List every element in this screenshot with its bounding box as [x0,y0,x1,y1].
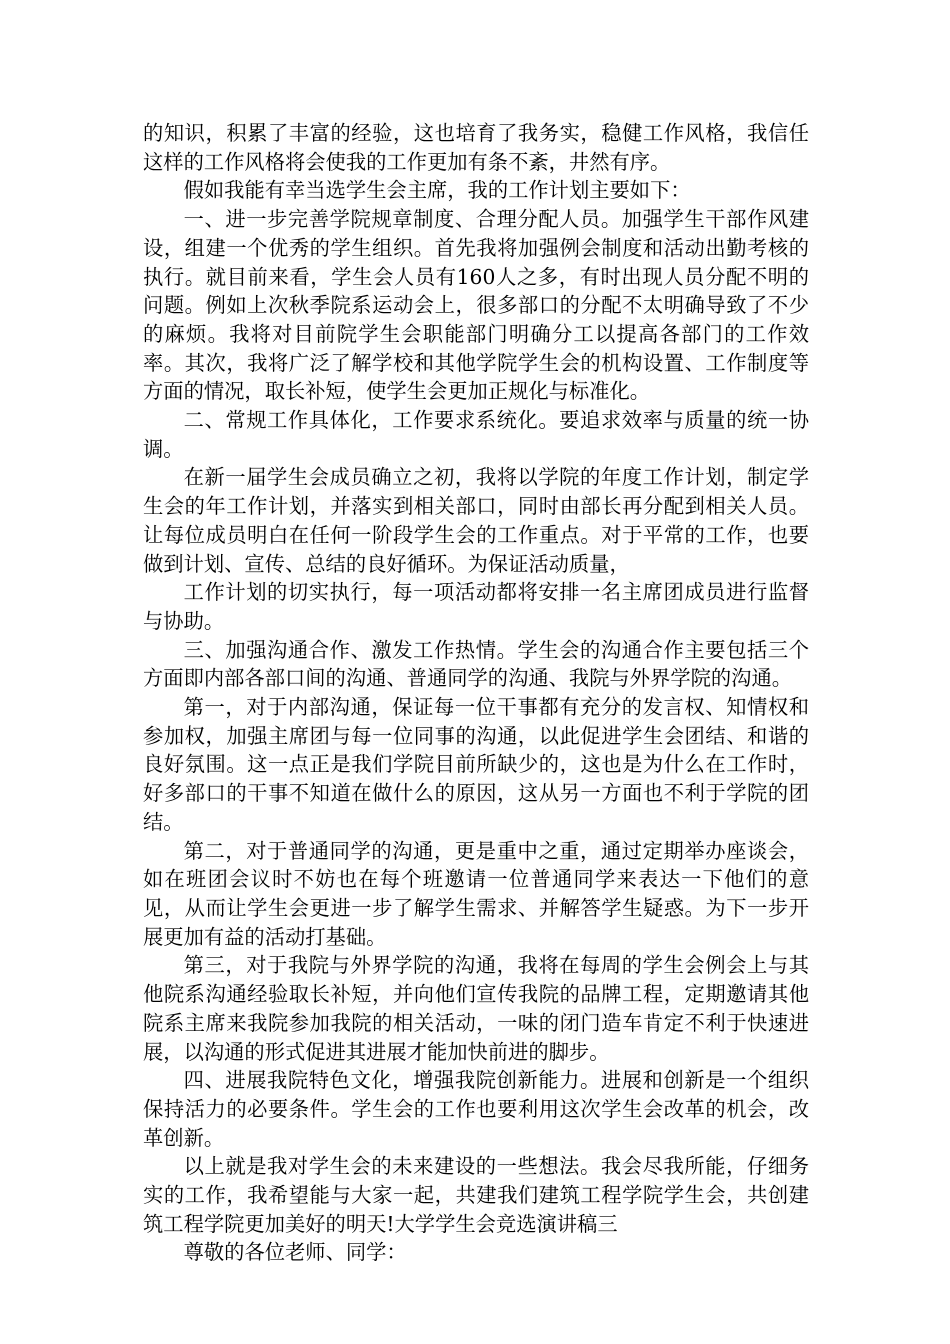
paragraph-10: 第三，对于我院与外界学院的沟通，我将在每周的学生会例会上与其他院系沟通经验取长补短，并向他们宣传我院的品牌工程，定期邀请其他院系主席来我院参加我院的相关活动，一味的闭门造车肯定不利于快速进展，以沟通的形式促进其进展才能加快前进的脚步。 [143,953,809,1064]
paragraph-8: 第一，对于内部沟通，保证每一位干事都有充分的发言权、知情权和参加权，加强主席团与每一位同事的沟通，以此促进学生会团结、和谐的良好氛围。这一点正是我们学院目前所缺少的，这也是为什么在工作时，好多部口的干事不知道在做什么的原因，这从另一方面也不利于学院的团结。 [143,695,809,834]
paragraph-13: 尊敬的各位老师、同学： [183,1240,407,1265]
paragraph-6: 工作计划的切实执行，每一项活动都将安排一名主席团成员进行监督与协助。 [143,580,809,633]
paragraph-9: 第二，对于普通同学的沟通，更是重中之重，通过定期举办座谈会，如在班团会议时不妨也在每个班邀请一位普通同学来表达一下他们的意见，从而让学生会更进一步了解学生需求、并解答学生疑惑。为下一步开展更加有益的活动打基础。 [143,838,809,949]
paragraph-2: 假如我能有幸当选学生会主席，我的工作计划主要如下： [183,178,691,203]
paragraph-11: 四、进展我院特色文化，增强我院创新能力。进展和创新是一个组织保持活力的必要条件。学生会的工作也要利用这次学生会改革的机会，改革创新。 [143,1068,809,1150]
paragraph-1: 的知识，积累了丰富的经验，这也培育了我务实，稳健工作风格，我信任这样的工作风格将会使我的工作更加有条不紊，井然有序。 [143,121,809,174]
document-body [143,119,809,1267]
paragraph-3: 一、进一步完善学院规章制度、合理分配人员。加强学生干部作风建设，组建一个优秀的学生组织。首先我将加强例会制度和活动出勤考核的执行。就目前来看，学生会人员有160人之多，有时出现人员分配不明的问题。例如上次秋季院系运动会上，很多部口的分配不太明确导致了不少的麻烦。我将对目前院学生会职能部门明确分工以提高各部门的工作效率。其次，我将广泛了解学校和其他学院学生会的机构设置、工作制度等方面的情况，取长补短，使学生会更加正规化与标准化。 [143,207,809,404]
paragraph-7: 三、加强沟通合作、激发工作热情。学生会的沟通合作主要包括三个方面即内部各部口间的沟通、普通同学的沟通、我院与外界学院的沟通。 [143,637,809,691]
paragraph-12: 以上就是我对学生会的未来建设的一些想法。我会尽我所能，仔细务实的工作，我希望能与大家一起，共建我们建筑工程学院学生会，共创建筑工程学院更加美好的明天!大学学生会竞选演讲稿三 [143,1154,809,1236]
paragraph-4: 二、常规工作具体化，工作要求系统化。要追求效率与质量的统一协调。 [143,408,809,461]
paragraph-5: 在新一届学生会成员确立之初，我将以学院的年度工作计划，制定学生会的年工作计划，并落实到相关部口，同时由部长再分配到相关人员。让每位成员明白在任何一阶段学生会的工作重点。对于平常的工作，也要做到计划、宣传、总结的良好循环。为保证活动质量， [143,465,809,576]
